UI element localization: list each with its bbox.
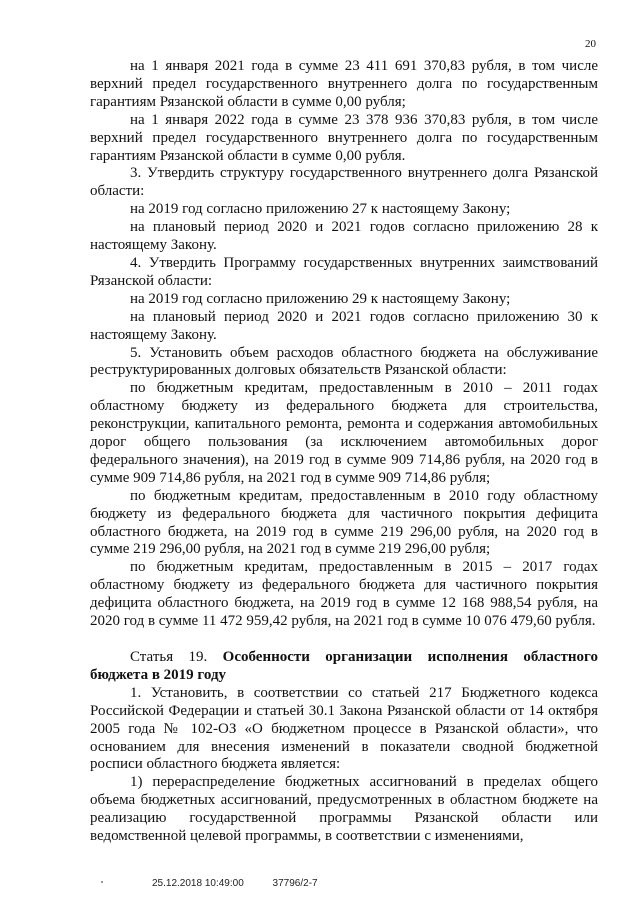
paragraph: на 2019 год согласно приложению 29 к настоящему Закону; — [130, 290, 511, 307]
footer-timestamp: 25.12.2018 10:49:00 — [152, 878, 244, 889]
paragraph: 5. Установить объем расходов областного бюджета на обслуживание реструктурированных долговых обязательств Рязанской области: — [90, 344, 598, 379]
paragraph: 4. Утвердить Программу государственных внутренних заимствований Рязанской области: — [90, 254, 598, 289]
paragraph: на 2019 год согласно приложению 27 к настоящему Закону; — [130, 201, 511, 218]
paragraph: 1. Установить, в соответствии со статьей 217 Бюджетного кодекса Российской Федерации и статьей 30.1 Закона Рязанской области от 14 октября 2005 года № 102-ОЗ «О бюджетном процессе в Рязанской области», что основанием для внесения изменений в показатели сводной бюджетной росписи областного бюджета является: — [90, 684, 598, 773]
paragraph: 3. Утвердить структуру государственного внутреннего долга Рязанской области: — [90, 165, 598, 200]
document-body — [90, 58, 598, 846]
paragraph: 1) перераспределение бюджетных ассигнований в пределах общего объема бюджетных ассигнований, предусмотренных в областном бюджете на реализацию государственной программы Рязанской области или ведомственной целевой программы, в соответствии с изменениями, — [90, 774, 598, 845]
article-title: Особенности организации исполнения областного бюджета в 2019 году — [90, 649, 598, 683]
paragraph: по бюджетным кредитам, предоставленным в 2015 – 2017 годах областному бюджету из федерального бюджета для частичного покрытия дефицита областного бюджета, на 2019 год в сумме 12 168 988,54 рубля, на 2020 год в сумме 11 472 959,42 рубля, на 2021 год в сумме 10 076 479,60 рубля. — [90, 559, 598, 630]
article-heading — [90, 649, 598, 685]
paragraph: по бюджетным кредитам, предоставленным в 2010 году областному бюджету из федерального бюджета для частичного покрытия дефицита областного бюджета, на 2019 год в сумме 219 296,00 рубля, на 2020 год в сумме 219 296,00 рубля, на 2021 год в сумме 219 296,00 рубля; — [90, 487, 598, 558]
page-number: 20 — [585, 38, 596, 50]
spacer — [90, 631, 598, 649]
paragraph: на плановый период 2020 и 2021 годов согласно приложению 28 к настоящему Закону. — [90, 219, 598, 254]
footer-doc-id: 37796/2-7 — [272, 878, 318, 889]
footer — [152, 878, 344, 889]
article-number: Статья 19. — [130, 649, 223, 665]
paragraph: на 1 января 2021 года в сумме 23 411 691 370,83 рубля, в том числе верхний предел государственного внутреннего долга по государственным гарантиям Рязанской области в сумме 0,00 рубля; — [90, 58, 598, 110]
paragraph: на плановый период 2020 и 2021 годов согласно приложению 30 к настоящему Закону. — [90, 308, 598, 343]
paragraph: на 1 января 2022 года в сумме 23 378 936 370,83 рубля, в том числе верхний предел государственного внутреннего долга по государственным гарантиям Рязанской области в сумме 0,00 рубля. — [90, 111, 598, 164]
paragraph: по бюджетным кредитам, предоставленным в 2010 – 2011 годах областному бюджету из федерального бюджета для строительства, реконструкции, капитального ремонта, ремонта и содержания автомобильных дорог общего пользования (за исключением автомобильных дорог федерального значения), на 2019 год в сумме 909 714,86 рубля, на 2020 год в сумме 909 714,86 рубля, на 2021 год в сумме 909 714,86 рубля; — [90, 380, 598, 486]
scan-mark — [101, 881, 103, 883]
